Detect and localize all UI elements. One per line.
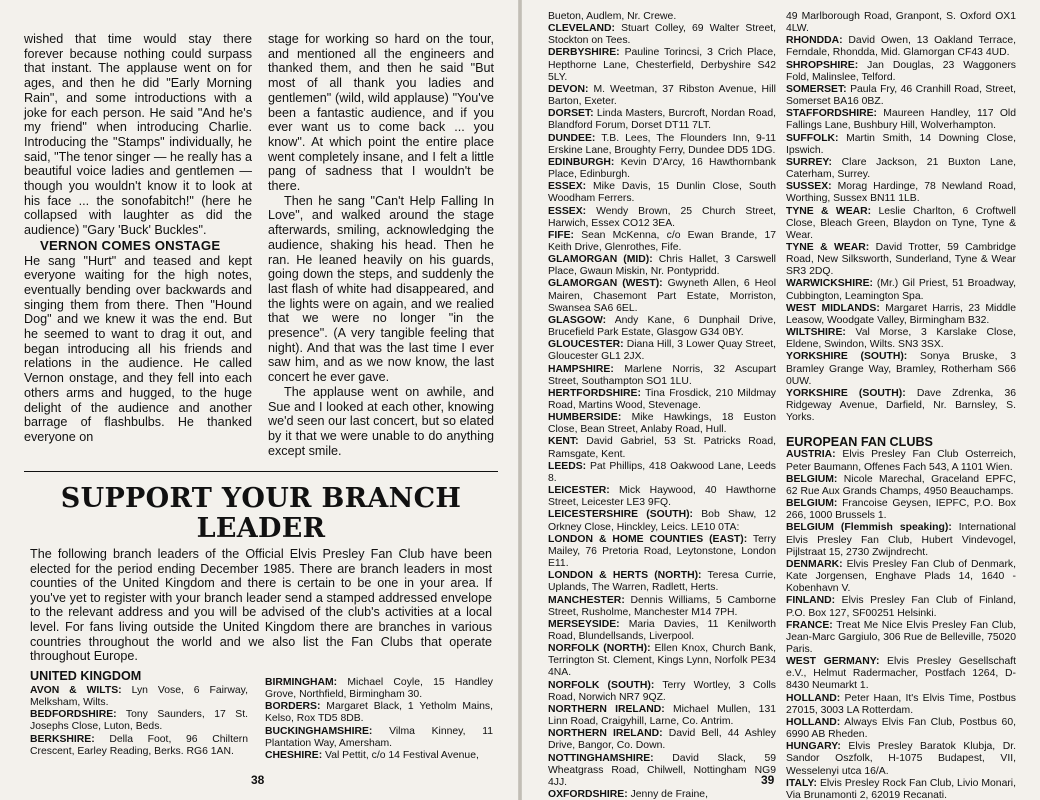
entry-address: David Bell, 44 Ashley Drive, Bangor, Co. Down.: [548, 728, 776, 752]
entry-region: DENMARK:: [786, 558, 843, 570]
directory-entry: [548, 728, 776, 752]
directory-entry: [548, 412, 776, 436]
entry-address: Tina Frosdick, 210 Mildmay Road, Martins Wood, Stevenage.: [548, 387, 776, 411]
directory-entry: [786, 620, 1016, 656]
entry-address: Clare Jackson, 21 Buxton Lane, Caterham, Surrey.: [786, 156, 1016, 181]
entry-address: International Elvis Presley Fan Club, Hubert Vindevogel, Pijlstraat 15, 2730 Zwijndrecht.: [786, 522, 1016, 558]
entry-address: Martin Smith, 14 Downing Close, Ipswich.: [786, 132, 1016, 156]
entry-address: Margaret Harris, 23 Middle Leasow, Woodgate Valley, Birmingham B32.: [786, 302, 1016, 326]
page-38: [0, 0, 518, 800]
directory-entry: [265, 750, 493, 762]
entry-address: Sonya Bruske, 3 Bramley Grange Way, Bramley, Rotherham S66 0UW.: [786, 351, 1016, 387]
entry-address: Treat Me Nice Elvis Presley Fan Club, Jean-Marc Gargiulo, 306 Rue de Belleville, 75020 Paris.: [786, 619, 1016, 655]
entry-address: Vilma Kinney, 11 Plantation Way, Amersham.: [265, 725, 493, 749]
directory-entry: [786, 133, 1016, 157]
directory-entry: [30, 734, 248, 758]
directory-entry: [548, 315, 776, 339]
entry-address: Lyn Vose, 6 Fairway, Melksham, Wilts.: [30, 685, 248, 709]
entry-address: Bob Shaw, 12 Orkney Close, Hinckley, Leics. LE10 0TA:: [548, 509, 777, 533]
directory-entry: [548, 108, 776, 132]
page-39: [522, 0, 1040, 800]
directory-entry: [548, 485, 776, 509]
entry-region: EDINBURGH:: [548, 156, 615, 168]
entry-region: SHROPSHIRE:: [786, 59, 859, 71]
entry-region: NORTHERN IRELAND:: [548, 703, 665, 715]
entry-region: LEEDS:: [548, 460, 587, 472]
entry-region: DORSET:: [548, 108, 594, 120]
entry-address: T.B. Lees, The Flounders Inn, 9-11 Erskine Lane, Broughty Ferry, Dundee DD5 1DG.: [548, 132, 776, 156]
directory-entry: [786, 717, 1016, 741]
entry-region: LEICESTER:: [548, 485, 610, 497]
directory-entry: [548, 181, 776, 205]
directory-entry: [548, 364, 776, 388]
entry-address: Bueton, Audlem, Nr. Crewe.: [548, 11, 677, 22]
directory-entry: [548, 643, 776, 679]
entry-address: Elvis Presley Baratok Klubja, Dr. Sandor Oszfolk, H-1075 Budapest, VII, Wesselenyi utca 16/A.: [786, 741, 1016, 777]
entry-address: Elvis Presley Rock Fan Club, Livio Monari, Via Brunamonti 2, 62019 Recanati.: [786, 777, 1017, 800]
entry-address: Wendy Brown, 25 Church Street, Harwich, Essex CO12 3EA.: [548, 205, 777, 229]
entry-region: CHESHIRE:: [265, 749, 323, 761]
entry-region: MERSEYSIDE:: [548, 618, 620, 630]
entry-address: Dennis Williams, 5 Camborne Street, Rusholme, Manchester M14 7PH.: [548, 594, 777, 618]
entry-region: YORKSHIRE (SOUTH):: [786, 387, 906, 399]
entry-region: NORFOLK (NORTH):: [548, 643, 651, 655]
entry-region: BORDERS:: [265, 701, 321, 713]
entry-region: HOLLAND:: [786, 716, 841, 728]
directory-entry: [786, 327, 1016, 351]
uk-heading: UNITED KINGDOM: [30, 669, 142, 683]
entry-region: SOMERSET:: [786, 83, 847, 95]
entry-region: DEVON:: [548, 83, 589, 95]
directory-entry: [30, 709, 248, 733]
entry-region: AVON & WILTS:: [30, 685, 122, 696]
directory-entry: [786, 351, 1016, 387]
directory-entry: [786, 693, 1016, 717]
entry-address: Maria Davies, 11 Kenilworth Road, Blundellsands, Liverpool.: [548, 618, 776, 642]
entry-region: BELGIUM:: [786, 498, 838, 510]
section-divider: [24, 471, 498, 472]
directory-entry: [548, 436, 776, 460]
directory-entry: [548, 206, 776, 230]
entry-region: WILTSHIRE:: [786, 327, 846, 339]
entry-region: WEST MIDLANDS:: [786, 302, 880, 314]
entry-region: BERKSHIRE:: [30, 733, 95, 745]
entry-region: BEDFORDSHIRE:: [30, 709, 117, 721]
entry-region: BUCKINGHAMSHIRE:: [265, 725, 373, 737]
entry-region: BELGIUM:: [786, 473, 838, 485]
entry-region: STAFFORDSHIRE:: [786, 108, 878, 120]
entry-address: Della Foot, 96 Chiltern Crescent, Earley Reading, Berks. RG6 1AN.: [30, 733, 248, 757]
entry-address: Leslie Charlton, 6 Croftwell Close, Bleach Green, Blaydon on Tyne, Tyne & Wear.: [786, 205, 1016, 241]
directory-entry: [786, 206, 1016, 242]
entry-region: GLAMORGAN (WEST):: [548, 278, 663, 290]
directory-entry: [786, 778, 1016, 800]
directory-entry: [786, 559, 1016, 595]
entry-address: David Gabriel, 53 St. Patricks Road, Ramsgate, Kent.: [548, 436, 776, 460]
entry-address: Pat Phillips, 418 Oakwood Lane, Leeds 8.: [548, 460, 776, 484]
entry-address: Pauline Torincsi, 3 Crich Place, Hepthorne Lane, Chesterfield, Derbyshire S42 5LY.: [548, 47, 776, 83]
narrative-paragraph: wished that time would stay there forever because nothing could surpass that instant. The applause went on for ages, and then he did "Early Morning Rain", and some introductions with a joke for each person. He said "And he's my friend" when introducing Charlie. Introducing the "Stamps" individually, he said, "The tenor singer — he really has a beautiful voice ladies and gentlemen — though you wouldn't know it to look at his face ... the sonofabitch!" (here he collapsed with laughter as did the audience) "Gary 'Buck' Buckles".: [24, 32, 252, 238]
directory-entry: [548, 753, 776, 789]
entry-region: ESSEX:: [548, 181, 587, 193]
directory-entry: [786, 35, 1016, 59]
uk-list-continued: [786, 11, 1016, 424]
entry-region: HUNGARY:: [786, 741, 841, 753]
directory-entry: [786, 242, 1016, 278]
directory-entry: [548, 704, 776, 728]
uk-list-column-1: [30, 685, 248, 758]
directory-entry: [548, 230, 776, 254]
directory-entry: [786, 181, 1016, 205]
entry-region: DERBYSHIRE:: [548, 47, 620, 59]
entry-region: DUNDEE:: [548, 132, 596, 144]
directory-entry: [548, 278, 776, 314]
entry-region: MANCHESTER:: [548, 594, 625, 606]
entry-address: David Owen, 13 Oakland Terrace, Ferndale, Rhondda, Mid. Glamorgan CF43 4UD.: [786, 35, 1016, 59]
directory-entry: [786, 656, 1016, 692]
entry-region: SUSSEX:: [786, 181, 832, 193]
directory-entry: [786, 522, 1016, 558]
entry-region: RHONDDA:: [786, 35, 843, 47]
section-heading-vernon: VERNON COMES ONSTAGE: [40, 237, 221, 253]
directory-entry: [786, 11, 1016, 35]
entry-address: Jenny de Fraine,: [630, 789, 708, 800]
entry-region: CLEVELAND:: [548, 23, 615, 35]
entry-region: NOTTINGHAMSHIRE:: [548, 752, 654, 764]
uk-list-column-2: [265, 677, 493, 762]
entry-region: HERTFORDSHIRE:: [548, 387, 641, 399]
entry-region: BELGIUM (Flemmish speaking):: [786, 522, 952, 534]
entry-address: Michael Mullen, 131 Linn Road, Craigyhill, Larne, Co. Antrim.: [548, 703, 777, 728]
directory-entry: [786, 84, 1016, 108]
entry-address: Dave Zdrenka, 36 Ridgeway Avenue, Darfield, Nr. Barnsley, S. Yorks.: [786, 387, 1016, 424]
entry-region: FIFE:: [548, 229, 574, 241]
entry-address: Terry Wortley, 3 Colls Road, Norwich NR7 9QZ.: [548, 679, 777, 703]
directory-entry: [786, 278, 1016, 302]
entry-address: Val Morse, 3 Karslake Close, Eldene, Swindon, Wilts. SN3 3SX.: [786, 327, 1016, 351]
narrative-paragraph: Then he sang "Can't Help Falling In Love", and walked around the stage afterwards, smiling, acknowledging the audience, shaking his head. Then he ran. He leaned heavily on his guards, going down the steps, and suddenly the last flash of white had disappeared, and the lights were on again, and we realied that we were no longer "in the presence". (A very tangible feeling that night). And that was the last time I ever saw him, and as we now know, the last concert he ever gave.: [268, 193, 494, 385]
entry-region: LONDON & HERTS (NORTH):: [548, 570, 702, 582]
entry-region: TYNE & WEAR:: [786, 205, 872, 217]
directory-entry: [548, 254, 776, 278]
entry-address: M. Weetman, 37 Ribston Avenue, Hill Barton, Exeter.: [548, 83, 776, 108]
european-list: [786, 449, 1016, 800]
entry-address: Linda Masters, Burcroft, Nordan Road, Blandford Forum, Dorset DT11 7LT.: [548, 108, 776, 132]
entry-address: Morag Hardinge, 78 Newland Road, Worthing, Sussex BN11 1LB.: [786, 181, 1016, 205]
european-heading: EUROPEAN FAN CLUBS: [786, 435, 933, 450]
page-title: SUPPORT YOUR BRANCH LEADER: [60, 483, 462, 544]
directory-entry: [548, 11, 776, 23]
directory-entry: [548, 84, 776, 108]
entry-address: Jan Douglas, 23 Waggoners Fold, Malinslee, Telford.: [786, 59, 1017, 83]
directory-entry: [265, 677, 493, 701]
narrative-column-2: [268, 32, 494, 458]
entry-address: Francoise Geysen, IEPFC, P.O. Box 266, 1000 Brussels 1.: [786, 498, 1017, 522]
entry-address: Michael Coyle, 15 Handley Grove, Northfield, Birmingham 30.: [265, 677, 493, 701]
entry-address: Peter Haan, It's Elvis Time, Postbus 27015, 3003 LA Rotterdam.: [786, 692, 1017, 716]
entry-address: Marlene Norris, 32 Ascupart Street, Southampton SO1 1LU.: [548, 363, 776, 387]
entry-region: WEST GERMANY:: [786, 656, 880, 668]
entry-address: David Slack, 59 Wheatgrass Road, Chilwell, Nottingham NG9 4JJ.: [548, 752, 776, 788]
directory-entry: [548, 157, 776, 181]
narrative-paragraph: The applause went on awhile, and Sue and I looked at each other, knowing we'd seen our last concert, but so elated by it that we were unable to do anything except smile.: [268, 384, 494, 458]
entry-region: BIRMINGHAM:: [265, 677, 338, 688]
directory-entry: [548, 23, 776, 47]
uk-list-column-3: [548, 11, 776, 800]
entry-region: FRANCE:: [786, 619, 833, 631]
directory-entry: [786, 741, 1016, 777]
entry-address: Chris Hallet, 3 Carswell Place, Gwaun Miskin, Nr. Pontypridd.: [548, 254, 776, 278]
entry-address: 49 Marlborough Road, Granpont, S. Oxford OX1 4LW.: [786, 11, 1016, 35]
directory-entry: [786, 60, 1016, 84]
narrative-paragraph: stage for working so hard on the tour, and mentioned all the engineers and thanked them, and then he said "But most of all thank you ladies and gentlemen" (wild, wild applause) "You've been a fantastic audience, and if you ever want us to come back ... you know". At which point the entire place went completely insane, and I felt a little pang of sadness that I wouldn't be there.: [268, 32, 494, 194]
entry-address: Gwyneth Allen, 6 Heol Mairen, Chasemont Part Estate, Morriston, Swansea SA6 6EL.: [548, 278, 777, 314]
directory-entry: [548, 339, 776, 363]
entry-address: Val Pettit, c/o 14 Festival Avenue,: [325, 749, 479, 761]
directory-entry: [786, 474, 1016, 498]
entry-region: TYNE & WEAR:: [786, 241, 870, 253]
entry-region: KENT:: [548, 436, 579, 448]
directory-entry: [30, 685, 248, 709]
entry-address: Nicole Marechal, Graceland EPFC, 62 Rue Aux Grands Champs, 4950 Beauchamps.: [786, 473, 1016, 497]
directory-entry: [786, 157, 1016, 181]
directory-entry: [548, 133, 776, 157]
entry-address: Elvis Presley Gesellschaft e.V., Helmut Radermacher, Postfach 1264, D-8430 Neumarkt 1.: [786, 656, 1016, 692]
directory-entry: [548, 570, 776, 594]
entry-region: LONDON & HOME COUNTIES (EAST):: [548, 533, 748, 545]
page-number: 39: [761, 773, 775, 787]
directory-entry: [786, 108, 1016, 132]
entry-address: Mick Haywood, 40 Hawthorne Street, Leicester LE3 9FQ.: [548, 485, 776, 509]
entry-region: NORFOLK (SOUTH):: [548, 679, 655, 691]
entry-region: GLAMORGAN (MID):: [548, 254, 653, 266]
directory-entry: [548, 388, 776, 412]
entry-region: HUMBERSIDE:: [548, 412, 622, 424]
entry-region: NORTHERN IRELAND:: [548, 728, 663, 740]
directory-entry: [265, 726, 493, 750]
directory-entry: [548, 595, 776, 619]
entry-address: Tony Saunders, 17 St. Josephs Close, Luton, Beds.: [30, 709, 248, 733]
directory-entry: [548, 789, 776, 800]
entry-region: ITALY:: [786, 777, 817, 789]
entry-region: SURREY:: [786, 156, 832, 168]
directory-entry: [786, 449, 1016, 473]
entry-region: FINLAND:: [786, 595, 836, 607]
entry-address: David Trotter, 59 Cambridge Road, New Silksworth, Sunderland, Tyne & Wear SR3 2DQ.: [786, 241, 1016, 278]
entry-address: Elvis Presley Fan Club of Denmark, Kate Jorgensen, Enghave Plads 14, 1640 -Kobenhavn V.: [786, 558, 1017, 595]
entry-region: GLASGOW:: [548, 314, 607, 326]
directory-entry: [548, 509, 776, 533]
entry-address: Elvis Presley Fan Club of Finland, P.O. Box 127, SF00251 Helsinki.: [786, 595, 1016, 619]
entry-address: Paula Fry, 46 Cranhill Road, Street, Somerset BA16 0BZ.: [786, 83, 1017, 108]
entry-address: Margaret Black, 1 Yetholm Mains, Kelso, Rox TD5 8DB.: [265, 701, 493, 725]
directory-entry: [786, 303, 1016, 327]
entry-region: HOLLAND:: [786, 692, 841, 704]
entry-region: SUFFOLK:: [786, 132, 839, 144]
directory-entry: [265, 701, 493, 725]
entry-address: Sean McKenna, c/o Ewan Brande, 17 Keith Drive, Glenrothes, Fife.: [548, 229, 776, 253]
entry-address: Kevin D'Arcy, 16 Hawthornbank Place, Edinburgh.: [548, 156, 776, 181]
entry-address: Ellen Knox, Church Bank, Terrington St. Clement, Kings Lynn, Norfolk PE34 4NA.: [548, 643, 777, 679]
entry-address: (Mr.) Gil Priest, 51 Broadway, Cubbington, Leamington Spa.: [786, 278, 1017, 302]
narrative-paragraph: He sang "Hurt" and teased and kept everyone waiting for the high notes, eventually bending over backwards and singing them from there. Then "Hound Dog" and we knew it was the end. But he seemed to want to drag it out, and began introducing all his friends and relations in the audience. He called Vernon onstage, and they fell into each others arms and hugged, to the huge delight of the audience and another barrage of flashbulbs. He thanked everyone on: [24, 253, 252, 444]
directory-entry: [786, 388, 1016, 424]
entry-address: Mike Hawkings, 18 Euston Close, Bean Street, Anlaby Road, Hull.: [548, 412, 777, 436]
intro-paragraph: The following branch leaders of the Official Elvis Presley Fan Club have been elected for the period ending December 1985. There are branch leaders in most counties of the United Kingdom and there is certain to be one in your area. If you've yet to register with your branch leader send a stamped addressed envelope to the relevant address and you will be advised of the club's activities at a local level. For fans living outside the United Kingdom there are branches in various countries throughout the world and we also list the Fan Clubs that operate throughout Europe.: [30, 547, 492, 664]
directory-entry: [548, 47, 776, 83]
narrative-column-1: [24, 32, 252, 445]
entry-address: Maureen Handley, 117 Old Fallings Lane, Bushbury Hill, Wolverhampton.: [786, 108, 1016, 132]
entry-region: YORKSHIRE (SOUTH):: [786, 351, 908, 363]
entry-address: Andy Kane, 6 Dunphail Drive, Brucefield Park Estate, Glasgow G34 0BY.: [548, 314, 776, 339]
directory-entry: [786, 595, 1016, 619]
entry-address: Elvis Presley Fan Club Osterreich, Peter Baumann, Offenes Fach 543, A 1101 Wien.: [786, 449, 1017, 473]
entry-address: Stuart Colley, 69 Walter Street, Stockton on Tees.: [548, 23, 776, 47]
entry-address: Always Elvis Fan Club, Postbus 60, 6990 AB Rheden.: [786, 716, 1016, 741]
entry-region: WARWICKSHIRE:: [786, 278, 873, 290]
directory-entry: [548, 534, 776, 570]
entry-region: LEICESTERSHIRE (SOUTH):: [548, 509, 694, 521]
directory-entry: [548, 680, 776, 704]
uk-list-column-4: [786, 11, 1016, 800]
entry-region: GLOUCESTER:: [548, 339, 624, 351]
entry-address: Terry Mailey, 76 Pretoria Road, Leytonstone, London E11.: [548, 533, 776, 570]
entry-region: AUSTRIA:: [786, 449, 836, 461]
entry-address: Teresa Currie, Uplands, The Warren, Radlett, Herts.: [548, 570, 776, 594]
entry-region: OXFORDSHIRE:: [548, 789, 628, 800]
directory-entry: [548, 619, 776, 643]
entry-region: ESSEX:: [548, 205, 587, 217]
directory-entry: [786, 498, 1016, 522]
entry-address: Diana Hill, 3 Lower Quay Street, Gloucester GL1 2JX.: [548, 339, 777, 363]
page-number: 38: [251, 773, 265, 787]
entry-address: Mike Davis, 15 Dunlin Close, South Woodham Ferrers.: [548, 181, 776, 205]
entry-region: HAMPSHIRE:: [548, 363, 614, 375]
directory-entry: [548, 461, 776, 485]
